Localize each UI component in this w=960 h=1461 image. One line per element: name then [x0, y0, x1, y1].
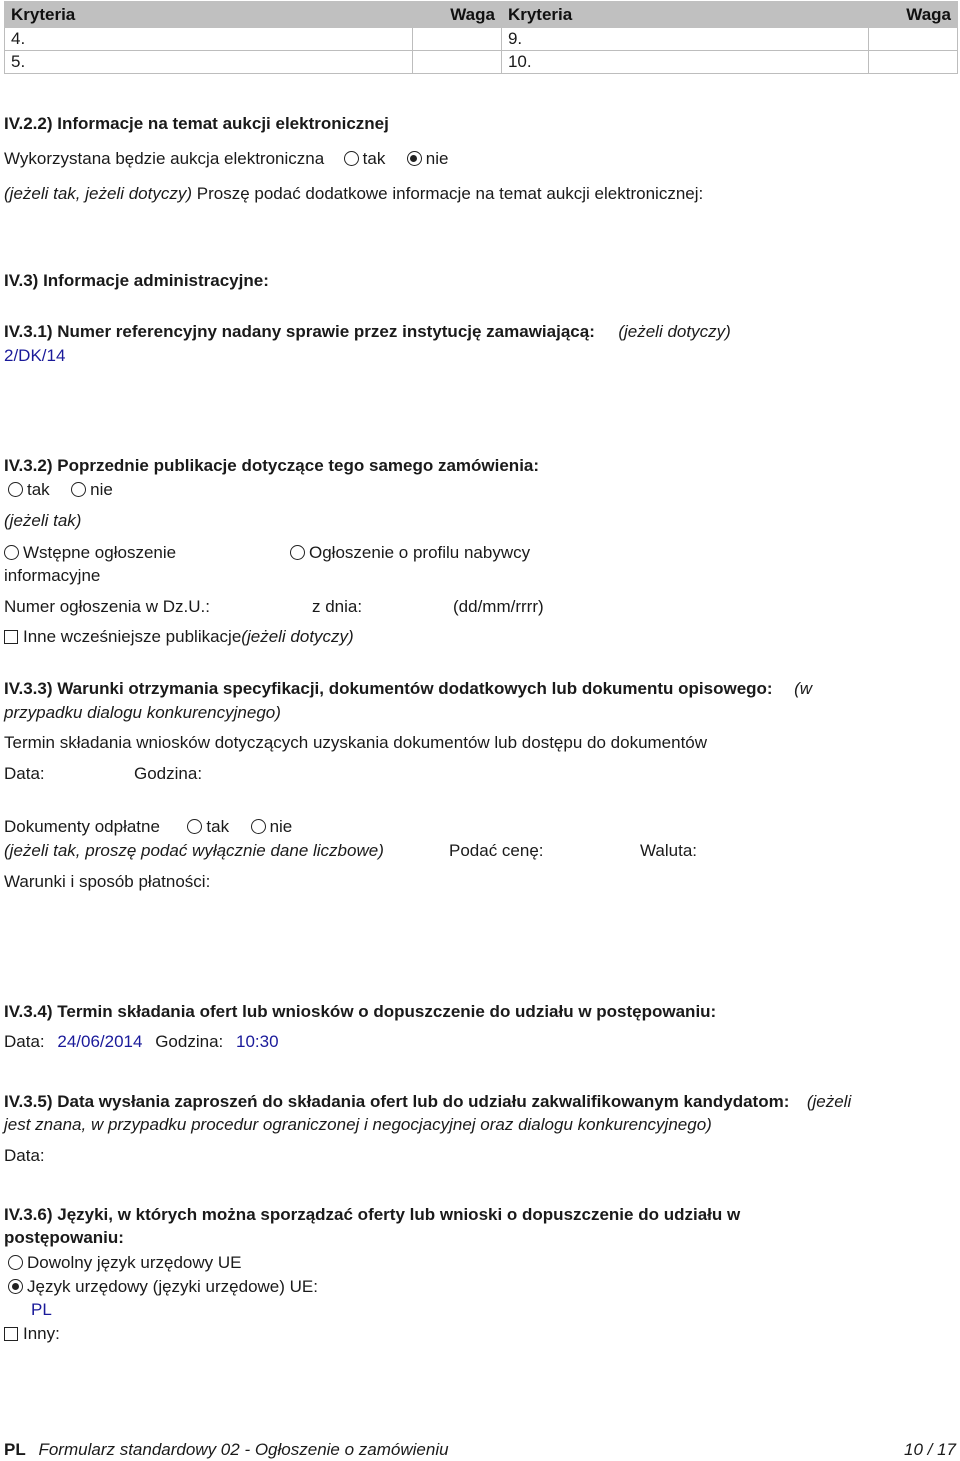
- documents-date-label: Data:: [4, 764, 45, 783]
- section-iv31-heading: IV.3.1) Numer referencyjny nadany sprawie przez instytucję zamawiającą:: [4, 322, 595, 341]
- section-iv35-note-2: jest znana, w przypadku procedur ograniczonej i negocjacyjnej oraz dialogu konkurencyjnego): [4, 1115, 712, 1134]
- invitation-date-label: Data:: [4, 1146, 45, 1165]
- table-row: [5, 28, 958, 51]
- section-iv3-heading: IV.3) Informacje administracyjne:: [4, 271, 269, 290]
- notice-date-format: (dd/mm/rrrr): [453, 597, 544, 616]
- price-note: (jeżeli tak, proszę podać wyłącznie dane liczbowe): [4, 841, 384, 860]
- table-cell: 4.: [5, 28, 413, 51]
- documents-deadline-text: Termin składania wniosków dotyczących uzyskania dokumentów lub dostępu do dokumentów: [4, 733, 708, 752]
- offers-date-value: 24/06/2014: [57, 1032, 143, 1051]
- auction-note-text: Proszę podać dodatkowe informacje na temat aukcji elektronicznej:: [192, 184, 704, 203]
- reference-number-value: 2/DK/14: [4, 346, 66, 365]
- table-cell: [412, 28, 501, 51]
- other-publications-row: [4, 627, 354, 647]
- other-language-row: [4, 1324, 60, 1344]
- header-criteria-2: Kryteria: [501, 2, 868, 28]
- table-cell: 5.: [5, 51, 413, 74]
- table-cell: 9.: [501, 28, 868, 51]
- auction-no-label: nie: [425, 149, 449, 168]
- paid-no-radio[interactable]: [251, 819, 266, 834]
- price-label: Podać cenę:: [449, 841, 544, 860]
- section-iv36-heading-1: IV.3.6) Języki, w których można sporządzać oferty lub wnioski o dopuszczenie do udziału w: [4, 1205, 741, 1224]
- offers-time-label: Godzina:: [155, 1032, 224, 1051]
- auction-question: Wykorzystana będzie aukcja elektroniczna: [4, 149, 325, 168]
- prior-no-label: nie: [90, 480, 113, 499]
- section-iv36-heading-2: postępowaniu:: [4, 1228, 124, 1247]
- table-cell: [869, 28, 958, 51]
- other-publications-note: (jeżeli dotyczy): [241, 627, 354, 646]
- other-publications-label: Inne wcześniejsze publikacje: [23, 627, 242, 646]
- any-language-radio[interactable]: [8, 1255, 23, 1270]
- section-iv33-heading: IV.3.3) Warunki otrzymania specyfikacji, dokumentów dodatkowych lub dokumentu opisowego:: [4, 679, 773, 698]
- any-language-option: [8, 1253, 241, 1273]
- offers-time-value: 10:30: [235, 1032, 279, 1051]
- other-language-label: Inny:: [23, 1324, 60, 1343]
- table-cell: [869, 51, 958, 74]
- section-iv31-row: [4, 322, 731, 342]
- auction-yes-radio[interactable]: [344, 151, 359, 166]
- prior-info-radio[interactable]: [4, 545, 19, 560]
- header-weight-2: Waga: [869, 2, 958, 28]
- notice-date-label: z dnia:: [312, 597, 363, 616]
- documents-time-label: Godzina:: [134, 764, 203, 783]
- auction-no-radio[interactable]: [407, 151, 422, 166]
- criteria-table: [4, 1, 958, 74]
- section-iv35-heading: IV.3.5) Data wysłania zaproszeń do składania ofert lub do udziału zakwalifikowanym kandydatom:: [4, 1092, 790, 1111]
- section-iv35-note-1: (jeżeli: [806, 1092, 852, 1111]
- prior-info-label-2: informacyjne: [4, 566, 101, 585]
- prior-publications-row: [8, 480, 113, 500]
- prior-if-yes-note: (jeżeli tak): [4, 511, 82, 530]
- buyer-profile-label: Ogłoszenie o profilu nabywcy: [309, 543, 531, 562]
- header-weight-1: Waga: [412, 2, 501, 28]
- section-iv33-note-2: przypadku dialogu konkurencyjnego): [4, 703, 281, 722]
- footer-form-title: Formularz standardowy 02 - Ogłoszenie o zamówieniu: [38, 1440, 449, 1459]
- official-language-radio[interactable]: [8, 1279, 23, 1294]
- footer-page-number: 10 / 17: [904, 1440, 956, 1459]
- prior-yes-radio[interactable]: [8, 482, 23, 497]
- section-iv35-row: [4, 1092, 851, 1112]
- paid-yes-radio[interactable]: [187, 819, 202, 834]
- paid-yes-label: tak: [206, 817, 230, 836]
- buyer-profile-option: [290, 543, 530, 563]
- table-cell: [412, 51, 501, 74]
- prior-info-option: [4, 543, 176, 563]
- official-language-label: Język urzędowy (języki urzędowe) UE:: [27, 1277, 318, 1296]
- other-language-checkbox[interactable]: [4, 1327, 18, 1341]
- auction-note-italic: (jeżeli tak, jeżeli dotyczy): [4, 184, 193, 203]
- offers-date-label: Data:: [4, 1032, 45, 1051]
- auction-note-row: [4, 184, 703, 204]
- section-iv31-note: (jeżeli dotyczy): [618, 322, 731, 341]
- footer: [4, 1440, 449, 1460]
- offers-deadline-row: [4, 1032, 279, 1052]
- payment-terms-label: Warunki i sposób płatności:: [4, 872, 211, 891]
- paid-no-label: nie: [269, 817, 293, 836]
- table-cell: 10.: [501, 51, 868, 74]
- other-publications-checkbox[interactable]: [4, 630, 18, 644]
- section-iv34-heading: IV.3.4) Termin składania ofert lub wniosków o dopuszczenie do udziału w postępowaniu:: [4, 1002, 717, 1021]
- prior-info-label-1: Wstępne ogłoszenie: [23, 543, 177, 562]
- prior-no-radio[interactable]: [71, 482, 86, 497]
- section-iv22-heading: IV.2.2) Informacje na temat aukcji elektronicznej: [4, 114, 389, 133]
- auction-question-row: [4, 149, 448, 169]
- buyer-profile-radio[interactable]: [290, 545, 305, 560]
- auction-yes-label: tak: [362, 149, 386, 168]
- official-language-option: [8, 1277, 318, 1297]
- paid-documents-label: Dokumenty odpłatne: [4, 817, 160, 836]
- table-row: [5, 51, 958, 74]
- prior-yes-label: tak: [27, 480, 50, 499]
- any-language-label: Dowolny język urzędowy UE: [27, 1253, 242, 1272]
- footer-lang: PL: [4, 1440, 26, 1459]
- currency-label: Waluta:: [640, 841, 698, 860]
- header-criteria-1: Kryteria: [5, 2, 413, 28]
- criteria-header-row: [5, 2, 958, 28]
- paid-documents-row: [4, 817, 292, 837]
- section-iv32-heading: IV.3.2) Poprzednie publikacje dotyczące tego samego zamówienia:: [4, 456, 540, 475]
- section-iv33-note-1: (w: [794, 679, 813, 698]
- language-value: PL: [31, 1300, 52, 1319]
- notice-number-label: Numer ogłoszenia w Dz.U.:: [4, 597, 210, 616]
- section-iv33-row: [4, 679, 812, 699]
